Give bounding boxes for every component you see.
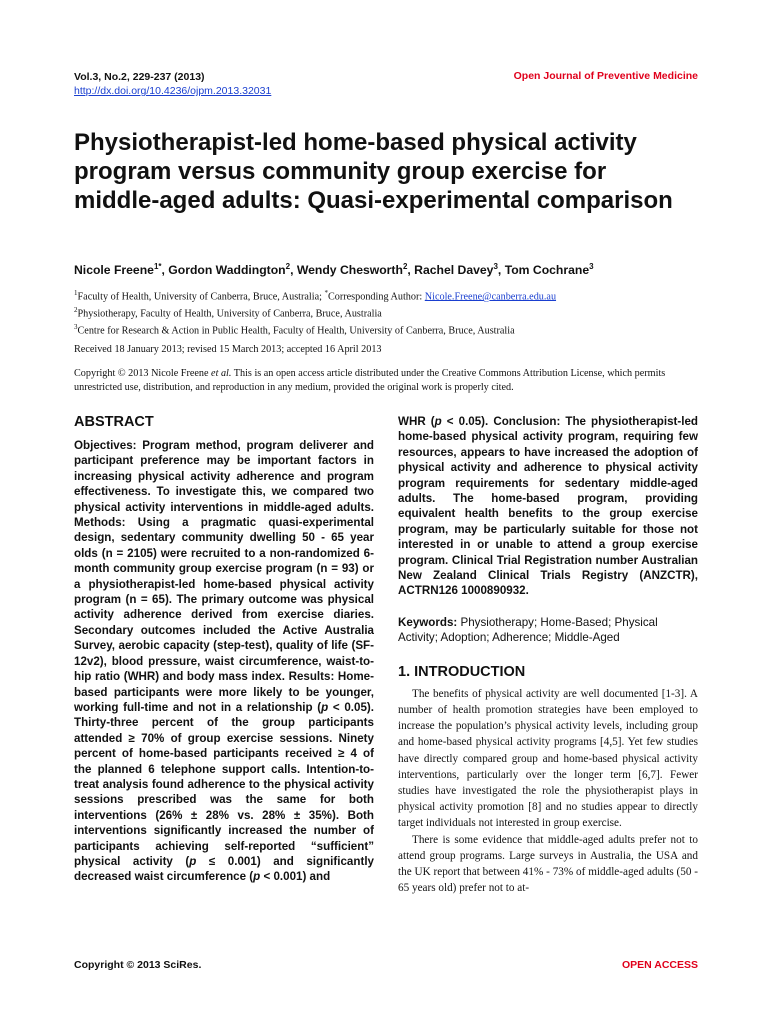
author-sup: 2: [402, 262, 408, 271]
author-sup: 1*: [153, 262, 162, 271]
author-sup: 3: [589, 262, 594, 271]
affiliation-1: $^1$Faculty of Health, University of Canberra, Bruce, Australia; *Corresponding Author: Nicole.Freene@canberra.edu.au: [74, 289, 557, 303]
keywords-label: Keywords:: [398, 615, 458, 629]
right-column: [398, 414, 698, 896]
journal-citation: [74, 70, 271, 98]
author-name: Gordon Waddington: [168, 263, 286, 278]
abstract-heading: ABSTRACT: [74, 414, 154, 430]
journal-name: Open Journal of Preventive Medicine: [513, 70, 698, 82]
paper-title: Physiotherapist-led home-based physical activity program versus community group exercise for middle-aged adults: Quasi-experimental comparison: [74, 129, 673, 214]
left-column: [74, 414, 374, 885]
author-name: Rachel Davey: [414, 263, 494, 278]
introduction-paragraph: The benefits of physical activity are well documented [1-3]. A number of health promotion strategies have been employed to increase the population’s physical activity levels, including group and home-based physical activity programs [4,5]. Yet few studies have directly compared group and home-based physical activity interventions, particularly over the longer term [6,7]. Fewer studies have investigated the role the physiotherapist plays in physical activity promotion [8] and no studies appear to directly target individuals not interested in group exercise.: [398, 687, 698, 830]
keywords: [398, 615, 698, 646]
author-name: Wendy Chesworth: [296, 263, 403, 278]
volume-info: Vol.3, No.2, 229-237 (2013): [74, 71, 205, 83]
author-list: Nicole Freene$^{1*}$, Gordon Waddington$^2$, Wendy Chesworth$^2$, Rachel Davey$^3$, Tom Cochrane$^3$: [74, 262, 594, 278]
doi-link[interactable]: http://dx.doi.org/10.4236/ojpm.2013.32031: [74, 85, 272, 97]
abstract-text-right: WHR (p < 0.05). Conclusion: The physiotherapist-led home-based physical activity program, requiring few resources, appears to have increased the adoption of physical activity and adherence to physical activity program requirements for sedentary middle-aged adults. The home-based program, providing equivalent health benefits to the group exercise program, may be particularly suitable for those not interested in or unable to attend a group exercise program. Clinical Trial Registration number Australian New Zealand Clinical Trials Registry (ANZCTR), ACTRN126 1000890932.: [398, 415, 698, 598]
author-name: Tom Cochrane: [504, 263, 590, 278]
corresponding-email-link[interactable]: Nicole.Freene@canberra.edu.au: [424, 291, 557, 303]
copyright-notice: Copyright © 2013 Nicole Freene et al. This is an open access article distributed under the Creative Commons Attribution License, which permits unrestricted use, distribution, and reproduction in any medium, provided the original work is properly cited.: [74, 368, 666, 393]
introduction-paragraph: There is some evidence that middle-aged adults prefer not to attend group programs. Large surveys in Australia, the USA and the UK report that between 41% - 73% of middle-aged adults (50 - 65 years old) prefer not to at-: [398, 833, 698, 895]
author-name: Nicole Freene: [74, 263, 154, 278]
affiliation-3: $^3$Centre for Research & Action in Public Health, Faculty of Health, University of Canberra, Bruce, Australia: [74, 322, 515, 337]
author-sup: 3: [493, 262, 498, 271]
open-access-label: OPEN ACCESS: [621, 959, 698, 971]
affiliation-2: $^2$Physiotherapy, Faculty of Health, University of Canberra, Bruce, Australia: [74, 305, 382, 320]
received-dates: Received 18 January 2013; revised 15 March 2013; accepted 16 April 2013: [74, 344, 382, 355]
abstract-text-left: Objectives: Program method, program deliverer and participant preference may be important factors in increasing physical activity adherence and program effectiveness. To investigate this, we compared two physical activity interventions in middle-aged adults. Methods: Using a pragmatic quasi-experimental design, sedentary community dwelling 50 - 65 year olds (n = 2105) were recruited to a non-randomized 6-month community group exercise program (n = 93) or a physiotherapist-led home-based physical activity program (n = 65). The primary outcome was physical activity adherence derived from exercise diaries. Secondary outcomes included the Active Australia Survey, aerobic capacity (step-test), quality of life (SF-12v2), blood pressure, waist circumference, waist-to-hip ratio (WHR) and body mass index. Results: Home-based participants were more likely to be younger, working full-time and not in a relationship (p < 0.05). Thirty-three percent of the group participants attended ≥ 70% of group exercise sessions. Ninety percent of home-based participants received ≥ 4 of the planned 6 telephone support calls. Intention-to-treat analysis found adherence to the physical activity sessions prescribed was the same for both interventions (26% ± 28% vs. 28% ± 35%). Both interventions significantly increased the number of participants achieving self-reported “sufficient” physical activity (p ≤ 0.001) and significantly decreased waist circumference (p < 0.001) and: [74, 439, 374, 884]
affiliations: [74, 287, 714, 338]
footer-copyright: Copyright © 2013 SciRes.: [74, 959, 202, 971]
introduction-heading: 1. INTRODUCTION: [398, 663, 526, 680]
author-sup: 2: [285, 262, 291, 271]
keywords-text: Physiotherapy; Home-Based; Physical Activity; Adoption; Adherence; Middle-Aged: [398, 615, 658, 645]
